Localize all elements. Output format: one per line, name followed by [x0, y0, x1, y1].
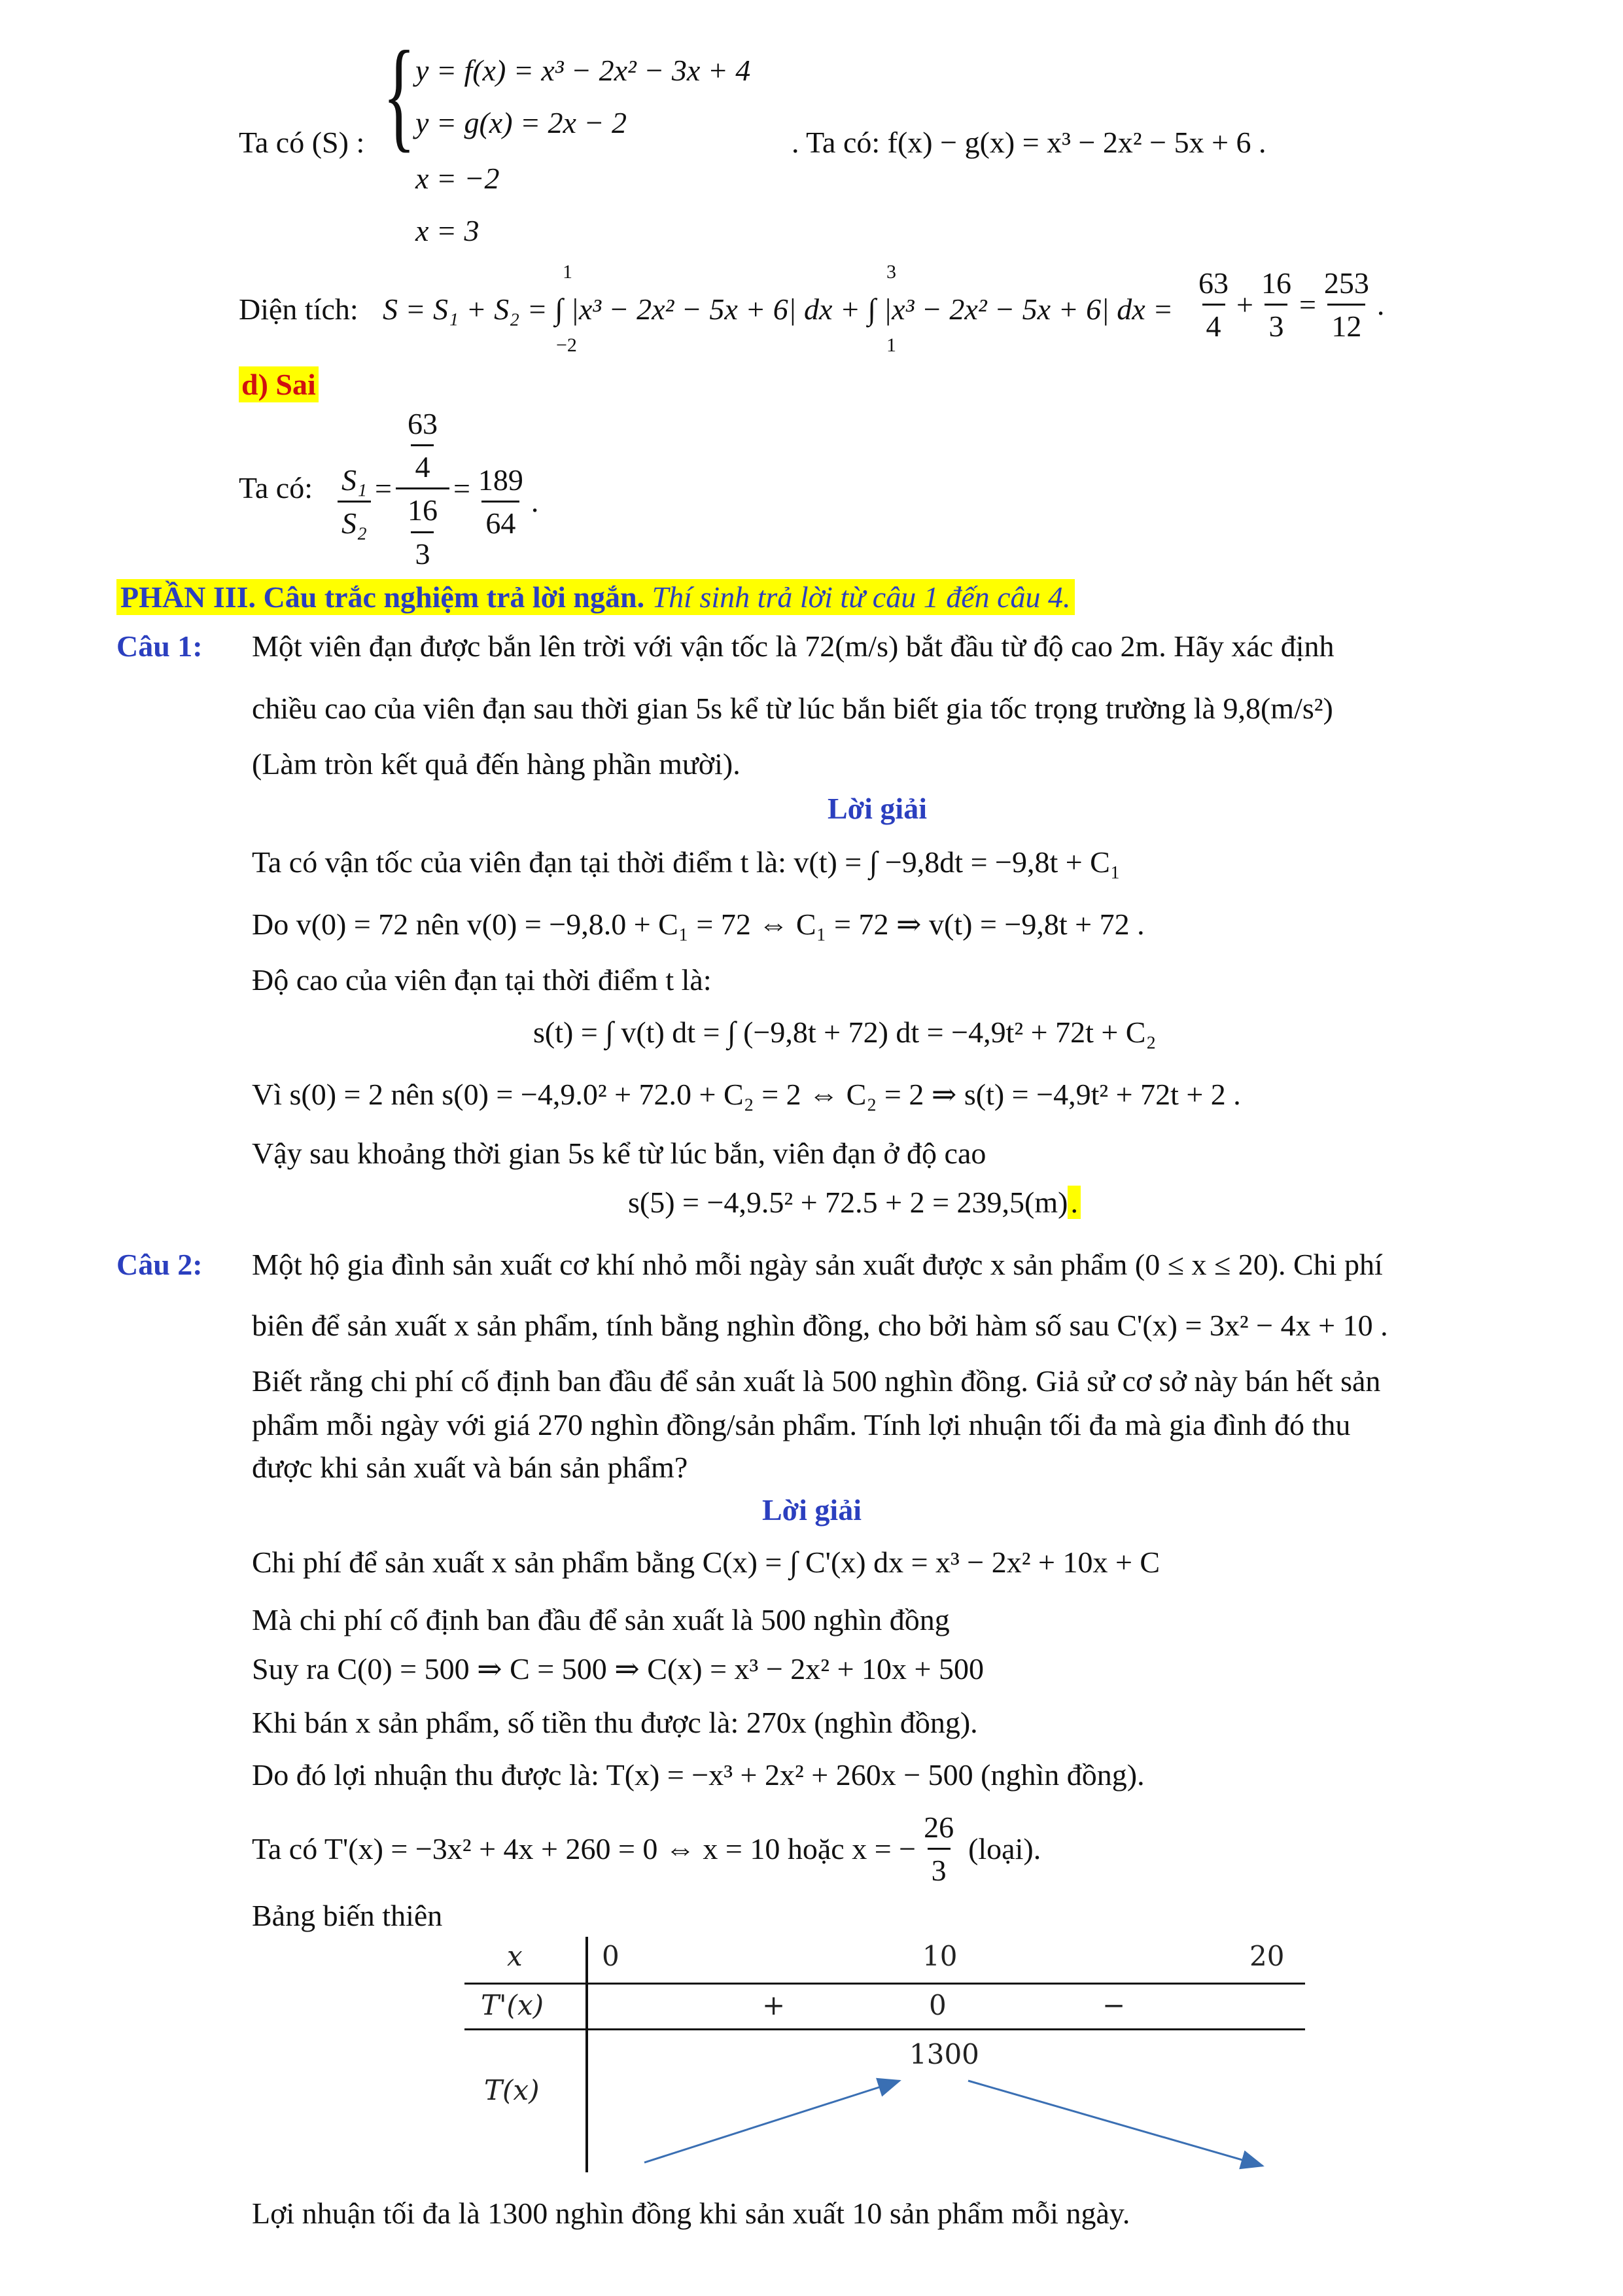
q1-solution-step-6: Vậy sau khoảng thời gian 5s kể từ lúc bắn, viên đạn ở độ cao [252, 1137, 986, 1170]
q2-solution-step-1: Chi phí để sản xuất x sản phẩm bằng C(x) = ∫ C'(x) dx = x³ − 2x² + 10x + C [252, 1545, 1161, 1579]
system-eq-4: x = 3 [415, 214, 480, 247]
table-derivative-zero: 0 [929, 1989, 947, 2021]
q1-solution-title: Lời giải [828, 792, 927, 825]
int2-upper: 3 [886, 261, 896, 283]
q1-solution-step-3: Độ cao của viên đạn tại thời điểm t là: [252, 963, 712, 997]
area-prefix: Diện tích: [239, 292, 358, 326]
fraction: $\frac{26}{3}$ [920, 1809, 958, 1888]
table-row-label-derivative: T'(x) [481, 1989, 544, 2021]
system-eq-3: x = −2 [415, 162, 500, 195]
nested-fraction: $\frac{\frac{63}{4}}{\frac{16}{3}}$ [396, 406, 449, 572]
ratio-prefix: Ta có: [239, 471, 313, 504]
q2-solution-step-2: Mà chi phí cố định ban đầu để sản xuất là 500 nghìn đồng [252, 1603, 950, 1636]
table-divider-horizontal [464, 1983, 1305, 1985]
q2-solution-step-6: Ta có T'(x) = −3x² + 4x + 260 = 0 ⇔ x = 10 hoặc x = − $\frac{26}{3}$ (loại). [252, 1809, 1041, 1888]
q2-text-line-3: Biết rằng chi phí cố định ban đầu để sản xuất là 500 nghìn đồng. Giả sử cơ sở này bán hết sản [252, 1364, 1381, 1398]
q2-conclusion: Lợi nhuận tối đa là 1300 nghìn đồng khi sản xuất 10 sản phẩm mỗi ngày. [252, 2197, 1130, 2230]
q1-solution-step-4: s(t) = ∫ v(t) dt = ∫ (−9,8t + 72) dt = −4,9t² + 72t + C₂ [533, 1016, 1157, 1049]
ratio-expression: $\frac{\text{S₁}}{\text{S₂}}$ = $\frac{\frac{63}{4}}{\frac{16}{3}}$ = $\frac{189}{64}$ . [334, 406, 538, 572]
increasing-arrow [644, 2081, 899, 2163]
q1-text-line-3: (Làm tròn kết quả đến hàng phần mười). [252, 747, 741, 781]
system-eq-1: y = f(x) = x³ − 2x² − 3x + 4 [415, 54, 751, 87]
table-row-label-x: x [507, 1940, 523, 1972]
table-max-value: 1300 [909, 2038, 979, 2070]
table-sign-negative: − [1102, 1989, 1126, 2021]
int1-upper: 1 [563, 261, 572, 283]
table-x-value: 20 [1249, 1940, 1285, 1972]
q1-solution-step-1: Ta có vận tốc của viên đạn tại thời điểm t là: v(t) = ∫ −9,8dt = −9,8t + C₁ [252, 845, 1121, 879]
table-sign-positive: + [762, 1989, 786, 2021]
q2-text-line-5: được khi sản xuất và bán sản phẩm? [252, 1451, 688, 1484]
q2-text-line-4: phẩm mỗi ngày với giá 270 nghìn đồng/sản phẩm. Tính lợi nhuận tối đa mà gia đình đó thu [252, 1408, 1351, 1441]
table-row-label-function: T(x) [484, 2074, 540, 2106]
q1-final-answer: s(5) = −4,9.5² + 72.5 + 2 = 239,5(m). [628, 1184, 1081, 1220]
int2-lower: 1 [886, 334, 896, 356]
system-tail: . Ta có: f(x) − g(x) = x³ − 2x² − 5x + 6 . [792, 126, 1266, 159]
left-brace: { [383, 26, 416, 164]
area-fractions: $\frac{63}{4}$ + $\frac{16}{3}$ = $\frac{253}{12}$ . [1191, 265, 1384, 344]
int1-lower: −2 [556, 334, 577, 356]
q1-text-line-2: chiều cao của viên đạn sau thời gian 5s kể từ lúc bắn biết gia tốc trọng trường là 9,8(m/s²) [252, 692, 1333, 725]
decreasing-arrow [968, 2081, 1263, 2166]
q1-solution-step-2: Do v(0) = 72 nên v(0) = −9,8.0 + C₁ = 72 ⇔ C₁ = 72 ⇒ v(t) = −9,8t + 72 . [252, 908, 1145, 941]
fraction: $\frac{189}{64}$ [474, 462, 527, 541]
question-1-label: Câu 1: [116, 629, 203, 663]
table-divider-vertical [585, 1937, 588, 2172]
q2-text-line-1: Một hộ gia đình sản xuất cơ khí nhỏ mỗi ngày sản xuất được x sản phẩm (0 ≤ x ≤ 20). Chi phí [252, 1248, 1383, 1281]
q2-solution-step-3: Suy ra C(0) = 500 ⇒ C = 500 ⇒ C(x) = x³ − 2x² + 10x + 500 [252, 1652, 984, 1686]
variation-table-caption: Bảng biến thiên [252, 1899, 443, 1932]
fraction: $\frac{253}{12}$ [1320, 265, 1373, 344]
system-prefix: Ta có (S) : [239, 126, 365, 159]
section-3-heading: PHẦN III. Câu trắc nghiệm trả lời ngắn. Thí sinh trả lời từ câu 1 đến câu 4. [116, 579, 1075, 615]
system-eq-2: y = g(x) = 2x − 2 [415, 106, 627, 139]
q1-solution-step-5: Vì s(0) = 2 nên s(0) = −4,9.0² + 72.0 + C₂ = 2 ⇔ C₂ = 2 ⇒ s(t) = −4,9t² + 72t + 2 . [252, 1078, 1241, 1111]
fraction: $\frac{16}{3}$ [1257, 265, 1295, 344]
table-x-value: 10 [922, 1940, 958, 1972]
q1-text-line-1: Một viên đạn được bắn lên trời với vận tốc là 72(m/s) bắt đầu từ độ cao 2m. Hãy xác định [252, 629, 1335, 663]
q2-solution-step-4: Khi bán x sản phẩm, số tiền thu được là: 270x (nghìn đồng). [252, 1706, 978, 1739]
q2-text-line-2: biên để sản xuất x sản phẩm, tính bằng nghìn đồng, cho bởi hàm số sau C'(x) = 3x² − 4x + 10 . [252, 1309, 1388, 1342]
fraction: $\frac{\text{S₁}}{\text{S₂}}$ [338, 462, 371, 541]
question-2-label: Câu 2: [116, 1248, 203, 1281]
table-x-value: 0 [602, 1940, 620, 1972]
fraction: $\frac{63}{4}$ [1195, 265, 1232, 344]
answer-d-label: d) Sai [239, 366, 319, 402]
area-expression: S = S₁ + S₂ = ∫ |x³ − 2x² − 5x + 6| dx + ∫ |x³ − 2x² − 5x + 6| dx = [383, 292, 1174, 326]
q2-solution-title: Lời giải [762, 1493, 862, 1527]
variation-arrows [589, 2028, 1305, 2185]
q2-solution-step-5: Do đó lợi nhuận thu được là: T(x) = −x³ + 2x² + 260x − 500 (nghìn đồng). [252, 1758, 1145, 1792]
